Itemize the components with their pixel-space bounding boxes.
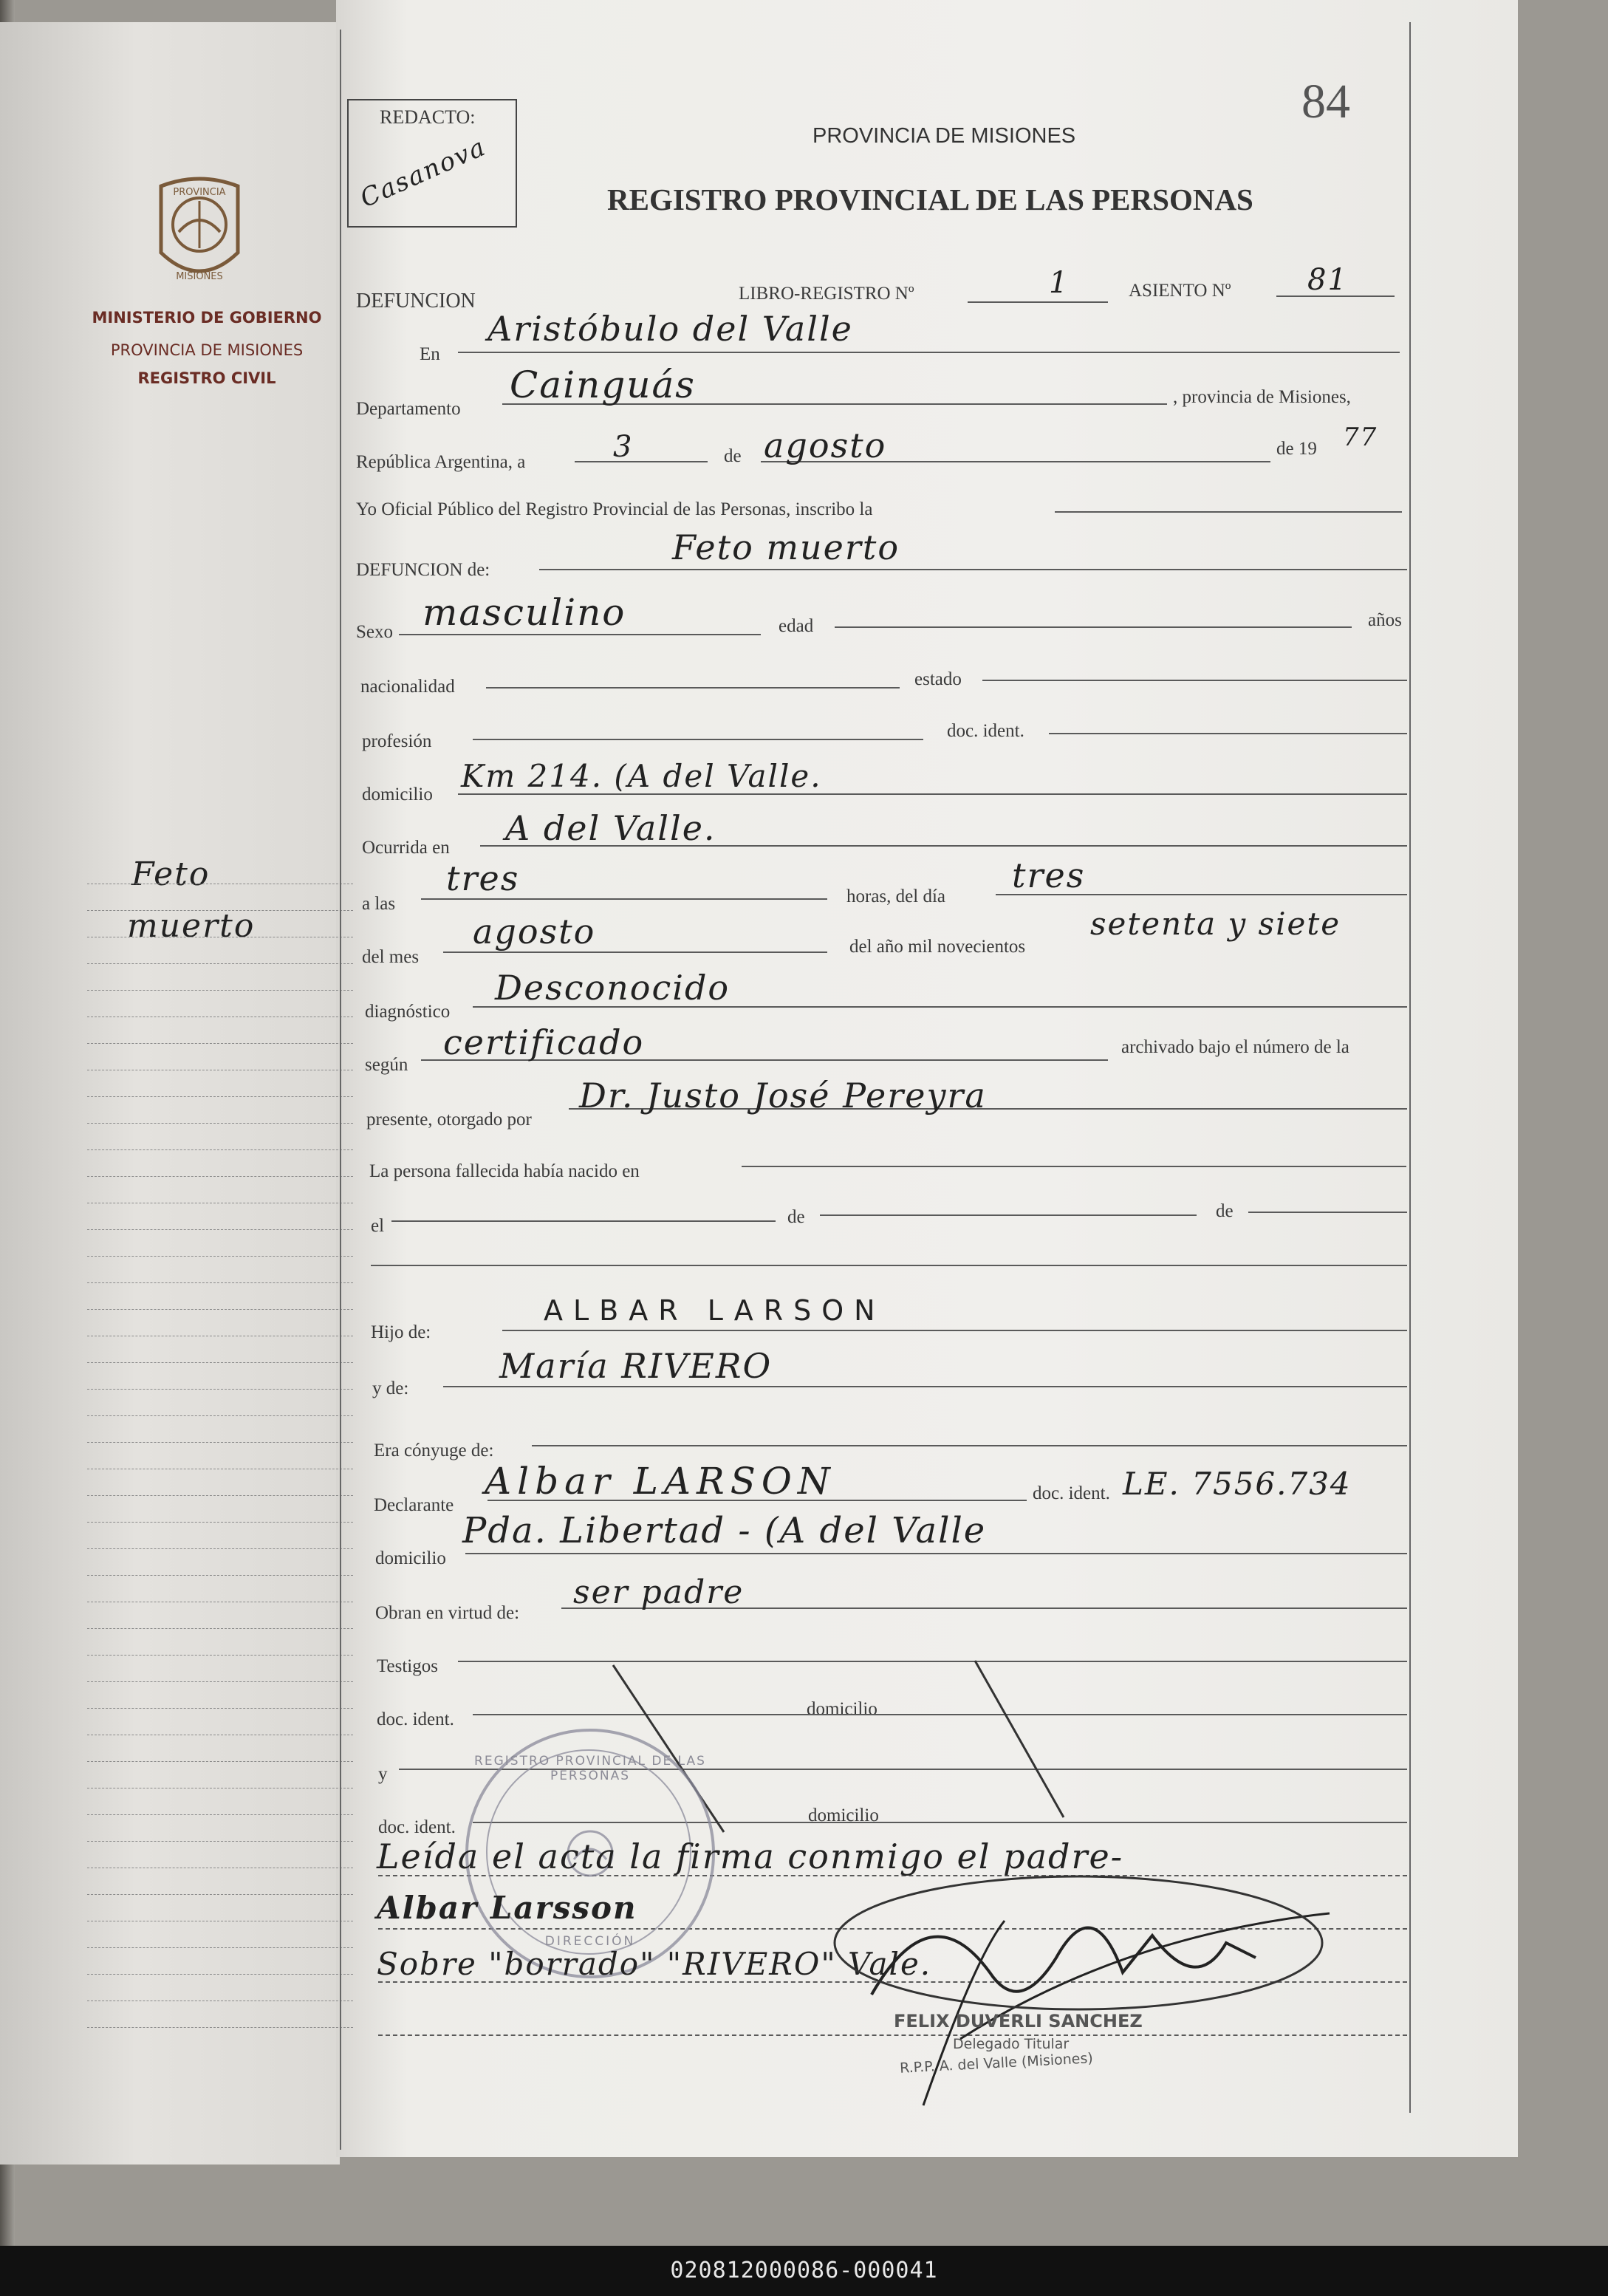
- de2-line: [1248, 1212, 1407, 1213]
- margin-ruled-line: [87, 1096, 353, 1097]
- testigo-domicilio-label: domicilio: [807, 1699, 877, 1719]
- libro-line: [968, 301, 1108, 303]
- madre-value: María RIVERO: [499, 1346, 773, 1386]
- redacto-signature: Casanova: [355, 131, 491, 214]
- ministry-line1: MINISTERIO DE GOBIERNO: [92, 309, 322, 327]
- margin-ruled-line: [87, 2027, 353, 2028]
- margin-ruled-line: [87, 1522, 353, 1523]
- conyuge-label: Era cónyuge de:: [374, 1441, 494, 1460]
- horas-value: tres: [446, 858, 520, 898]
- archivado-label: archivado bajo el número de la: [1121, 1037, 1349, 1057]
- libro-label: LIBRO-REGISTRO Nº: [739, 284, 914, 304]
- defuncion-heading: DEFUNCION: [356, 290, 476, 312]
- anio-value: 77: [1343, 423, 1378, 452]
- registry-stamp-inner: DIRECCIÓN: [544, 1934, 636, 1949]
- margin-ruled-line: [87, 1229, 353, 1230]
- anio-texto-value: setenta y siete: [1090, 906, 1341, 942]
- margin-ruled-line: [87, 1362, 353, 1363]
- defuncion-de-label: DEFUNCION de:: [356, 560, 490, 580]
- margin-ruled-line: [87, 1256, 353, 1257]
- crest-bottom-text: MISIONES: [176, 271, 223, 282]
- horas-line: [421, 898, 827, 900]
- anios-label: años: [1368, 610, 1402, 630]
- republica-label: República Argentina, a: [356, 452, 526, 472]
- decl-domicilio-line: [465, 1553, 1407, 1554]
- de-label: de: [724, 446, 742, 466]
- margin-ruled-line: [87, 1814, 353, 1815]
- margin-ruled-line: [87, 1761, 353, 1762]
- profesion-line: [473, 739, 923, 740]
- official-stamp-line1: FELIX DUVERLI SANCHEZ: [894, 2011, 1143, 2032]
- margin-note-line2: muerto: [127, 907, 256, 945]
- presente-label: presente, otorgado por: [366, 1110, 532, 1130]
- doc-ident-label: doc. ident.: [947, 721, 1024, 741]
- margin-ruled-line: [87, 910, 353, 911]
- de2-label: de: [1216, 1201, 1234, 1221]
- el-label: el: [371, 1216, 385, 1236]
- margin-ruled-line: [87, 1282, 353, 1283]
- margin-ruled-line: [87, 1894, 353, 1895]
- horas-label: horas, del día: [846, 886, 945, 906]
- official-signature: [812, 1847, 1374, 2142]
- declarante-label: Declarante: [374, 1495, 454, 1515]
- margin-ruled-line: [87, 1495, 353, 1496]
- dia-texto-value: tres: [1012, 855, 1086, 895]
- closing-line1: Leída el acta la firma conmigo el padre-: [377, 1837, 1124, 1876]
- en-line: [458, 352, 1400, 353]
- del-mes-label: del mes: [362, 947, 420, 967]
- decl-doc-label: doc. ident.: [1033, 1483, 1110, 1503]
- edad-label: edad: [779, 616, 814, 636]
- dia-value: 3: [613, 430, 634, 464]
- margin-ruled-line: [87, 1309, 353, 1310]
- redacto-box: [347, 99, 517, 228]
- nacido-line: [742, 1166, 1406, 1167]
- yo-oficial-line: [1055, 511, 1402, 513]
- closing-line2: Albar Larsson: [377, 1890, 637, 1926]
- page-number: 84: [1301, 75, 1350, 129]
- document-id: 020812000086-000041: [670, 2258, 938, 2283]
- diagnostico-value: Desconocido: [495, 968, 731, 1008]
- a-las-label: a las: [362, 894, 396, 914]
- estado-line: [982, 680, 1407, 681]
- provincia-label: , provincia de Misiones,: [1173, 387, 1351, 407]
- margin-ruled-line: [87, 1548, 353, 1549]
- page-right-border: [1409, 22, 1411, 2113]
- official-stamp-line2: Delegado Titular: [953, 2036, 1070, 2052]
- sexo-label: Sexo: [356, 622, 393, 642]
- testigo2-doc-label: doc. ident.: [378, 1817, 456, 1837]
- margin-ruled-line: [87, 1681, 353, 1682]
- defuncion-de-line: [539, 569, 1407, 570]
- decl-domicilio-value: Pda. Libertad - (A del Valle: [462, 1510, 987, 1551]
- diagnostico-label: diagnóstico: [365, 1002, 451, 1022]
- del-mes-value: agosto: [473, 912, 596, 951]
- margin-ruled-line: [87, 1974, 353, 1975]
- redacto-label: REDACTO:: [380, 106, 476, 128]
- de1-line: [820, 1214, 1197, 1216]
- margin-ruled-line: [87, 1389, 353, 1390]
- margin-ruled-line: [87, 1575, 353, 1576]
- nacionalidad-label: nacionalidad: [360, 677, 455, 697]
- yo-oficial-text: Yo Oficial Público del Registro Provincial de las Personas, inscribo la: [356, 499, 873, 519]
- el-line: [391, 1220, 776, 1222]
- testigo-doc-label: doc. ident.: [377, 1709, 454, 1729]
- mes-value: agosto: [764, 426, 887, 465]
- province-heading: PROVINCIA DE MISIONES: [812, 124, 1076, 148]
- edad-line: [835, 626, 1352, 628]
- margin-ruled-line: [87, 963, 353, 964]
- margin-ruled-line: [87, 1841, 353, 1842]
- margin-ruled-line: [87, 1947, 353, 1948]
- separator-line: [371, 1265, 1407, 1266]
- segun-label: según: [365, 1055, 408, 1075]
- margin-ruled-line: [87, 1415, 353, 1416]
- del-anio-label: del año mil novecientos: [849, 937, 1026, 957]
- ocurrida-value: A del Valle.: [505, 808, 716, 848]
- sexo-line: [399, 634, 761, 635]
- declarante-value: Albar LARSON: [485, 1460, 836, 1503]
- margin-ruled-line: [87, 990, 353, 991]
- de1-label: de: [787, 1207, 805, 1227]
- margin-ruled-line: [87, 1442, 353, 1443]
- page-left-border: [340, 30, 341, 2150]
- domicilio-label: domicilio: [362, 785, 433, 804]
- departamento-value: Cainguás: [510, 363, 696, 406]
- profesion-label: profesión: [362, 731, 432, 751]
- register-title: REGISTRO PROVINCIAL DE LAS PERSONAS: [607, 182, 1253, 216]
- margin-ruled-line: [87, 1176, 353, 1177]
- y-label: y: [378, 1764, 388, 1784]
- defuncion-de-value: Feto muerto: [672, 527, 900, 567]
- en-value: Aristóbulo del Valle: [487, 309, 853, 349]
- testigos-label: Testigos: [377, 1656, 438, 1676]
- padre-line: [502, 1330, 1407, 1331]
- conyuge-line: [532, 1445, 1407, 1446]
- testigo2-domicilio-label: domicilio: [808, 1805, 879, 1825]
- margin-ruled-line: [87, 1149, 353, 1150]
- asiento-label: ASIENTO Nº: [1129, 281, 1231, 301]
- province-crest-icon: [146, 171, 253, 290]
- madre-line: [443, 1386, 1407, 1387]
- ministry-line3: REGISTRO CIVIL: [137, 369, 276, 387]
- estado-label: estado: [914, 669, 962, 689]
- nacido-label: La persona fallecida había nacido en: [369, 1161, 640, 1181]
- segun-value: certificado: [443, 1022, 645, 1062]
- doc-ident-line: [1049, 733, 1407, 734]
- margin-ruled-line: [87, 1628, 353, 1629]
- libro-value: 1: [1049, 266, 1070, 300]
- hijo-label: Hijo de:: [371, 1322, 431, 1342]
- official-stamp-line3: R.P.P. A. del Valle (Misiones): [899, 2050, 1094, 2077]
- margin-ruled-line: [87, 1043, 353, 1044]
- y-de-label: y de:: [372, 1378, 409, 1398]
- registry-stamp-ring: REGISTRO PROVINCIAL DE LAS PERSONAS: [474, 1754, 706, 1783]
- ocurrida-label: Ocurrida en: [362, 838, 450, 858]
- anio-prefix: de 19: [1276, 439, 1317, 459]
- presente-value: Dr. Justo José Pereyra: [579, 1076, 987, 1115]
- departamento-label: Departamento: [356, 399, 461, 419]
- sexo-value: masculino: [422, 591, 626, 634]
- dia-line: [575, 461, 708, 462]
- obran-value: ser padre: [573, 1574, 745, 1611]
- domicilio-value: Km 214. (A del Valle.: [461, 758, 822, 794]
- obran-label: Obran en virtud de:: [375, 1603, 520, 1623]
- asiento-value: 81: [1307, 263, 1348, 297]
- del-mes-line: [443, 951, 827, 953]
- closing-line3: Sobre "borrado" "RIVERO" Vale.: [377, 1946, 932, 1982]
- margin-note-line1: Feto: [131, 855, 211, 893]
- crest-top-text: PROVINCIA: [173, 187, 226, 198]
- margin-ruled-line: [87, 1655, 353, 1656]
- en-label: En: [420, 344, 440, 364]
- nacionalidad-line: [486, 687, 900, 689]
- margin-ruled-line: [87, 1123, 353, 1124]
- margin-ruled-line: [87, 1708, 353, 1709]
- decl-doc-value: LE. 7556.734: [1123, 1466, 1352, 1502]
- ministry-line2: PROVINCIA DE MISIONES: [110, 341, 304, 359]
- decl-domicilio-label: domicilio: [375, 1548, 446, 1568]
- padre-value: ALBAR LARSON: [544, 1294, 886, 1327]
